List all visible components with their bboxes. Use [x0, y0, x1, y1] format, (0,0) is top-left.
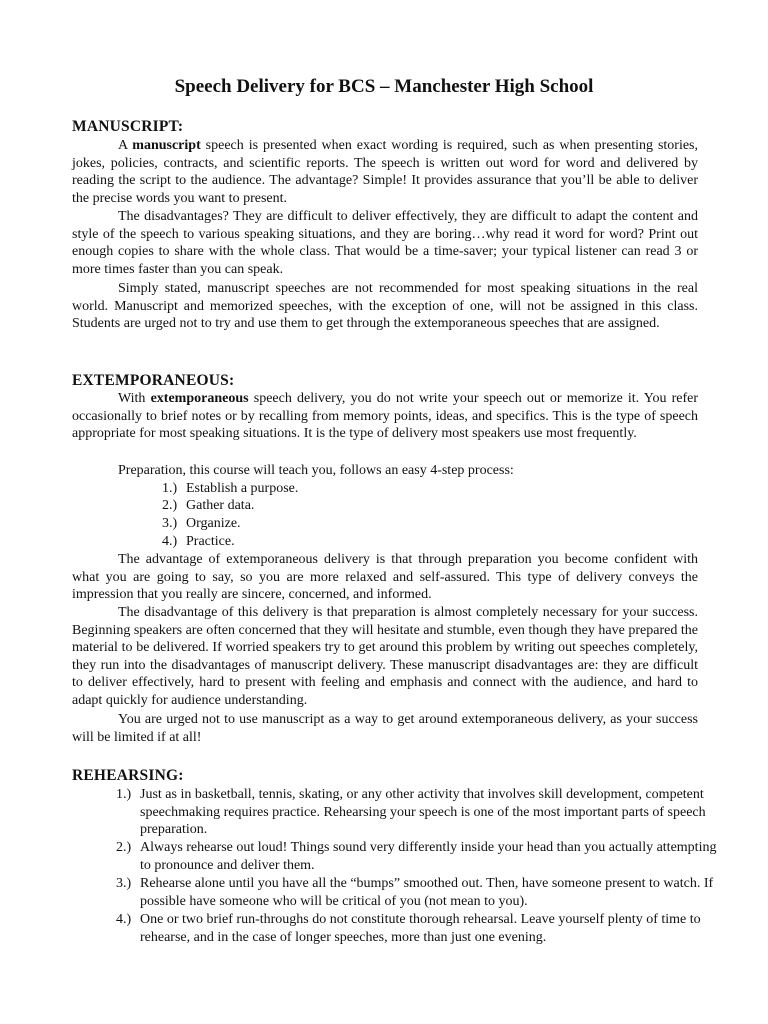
- extemporaneous-paragraph-5: You are urged not to use manuscript as a way to get around extemporaneous delivery, as your success will be limited if at all!: [72, 712, 698, 745]
- list-item-step: [162, 497, 254, 515]
- list-item-rehearsing: [116, 786, 720, 839]
- step-text: Organize.: [186, 516, 241, 531]
- extemporaneous-paragraph-2: Preparation, this course will teach you, follows an easy 4-step process:: [118, 463, 514, 478]
- extemporaneous-paragraph-3: The advantage of extemporaneous delivery is that through preparation you become confident with what you are going to say, so you are more relaxed and self-assured. This type of delivery conveys the impression that you really are sincere, concerned, and informed.: [72, 552, 698, 603]
- step-text: Practice.: [186, 534, 235, 549]
- rehearsing-number: 4.): [116, 912, 132, 927]
- step-number: 4.): [162, 534, 178, 549]
- section-heading-manuscript: MANUSCRIPT:: [72, 118, 184, 135]
- section-heading-extemporaneous: EXTEMPORANEOUS:: [72, 372, 235, 389]
- manuscript-p1-lead: A: [118, 138, 133, 153]
- extemporaneous-term: extemporaneous: [150, 391, 249, 406]
- list-item-step: [162, 533, 235, 551]
- step-number: 3.): [162, 516, 178, 531]
- rehearsing-number: 2.): [116, 840, 132, 855]
- manuscript-paragraph-1: [72, 137, 698, 207]
- manuscript-p1-rest: speech is presented when exact wording is required, such as when presenting stories, jokes, policies, contracts, and scientific reports. The speech is written out word for word and delivered by reading the script to the audience. The advantage? Simple! It provides assurance that you’ll be able to deliver the precise words you want to present.: [72, 138, 698, 206]
- rehearsing-text: Just as in basketball, tennis, skating, or any other activity that involves skill development, competent speechmaking requires practice. Rehearsing your speech is one of the most important parts of speech preparation.: [140, 787, 706, 838]
- extemporaneous-paragraph-1: [72, 390, 698, 443]
- list-item-step: [162, 480, 298, 498]
- extemporaneous-p1-lead: With: [118, 391, 151, 406]
- extemporaneous-p1-rest: speech delivery, you do not write your speech out or memorize it. You refer occasionally to brief notes or by recalling from memory points, ideas, and specifics. This is the type of speech appropriate for most speaking situations. It is the type of delivery most speakers use most frequently.: [72, 391, 698, 442]
- manuscript-paragraph-2: The disadvantages? They are difficult to deliver effectively, they are difficult to adapt the content and style of the speech to various speaking situations, and they are boring…why read it word for word? Print out enough copies to share with the whole class. That would be a time-saver; your typical listener can read 3 or more times faster than you can speak.: [72, 209, 698, 277]
- rehearsing-text: Rehearse alone until you have all the “bumps” smoothed out. Then, have someone present to watch. If possible have someone who will be critical of you (not mean to you).: [140, 876, 714, 909]
- section-heading-rehearsing: REHEARSING:: [72, 767, 184, 784]
- list-item-step: [162, 515, 241, 533]
- manuscript-term: manuscript: [132, 138, 201, 153]
- step-text: Gather data.: [186, 498, 255, 513]
- page-title: Speech Delivery for BCS – Manchester High School: [174, 76, 594, 97]
- list-item-rehearsing: [116, 839, 720, 874]
- step-number: 2.): [162, 498, 178, 513]
- rehearsing-number: 1.): [116, 787, 132, 802]
- manuscript-paragraph-3: Simply stated, manuscript speeches are not recommended for most speaking situations in the real world. Manuscript and memorized speeches, with the exception of one, will not be assigned in this class. Students are urged not to try and use them to get through the extemporaneous speeches that are assigned.: [72, 281, 698, 332]
- step-text: Establish a purpose.: [186, 481, 299, 496]
- list-item-rehearsing: [116, 875, 720, 910]
- rehearsing-number: 3.): [116, 876, 132, 891]
- rehearsing-text: One or two brief run-throughs do not constitute thorough rehearsal. Leave yourself plenty of time to rehearse, and in the case of longer speeches, more than just one evening.: [140, 912, 701, 945]
- rehearsing-text: Always rehearse out loud! Things sound very differently inside your head than you actually attempting to pronounce and deliver them.: [140, 840, 717, 873]
- list-item-rehearsing: [116, 911, 720, 946]
- step-number: 1.): [162, 481, 178, 496]
- extemporaneous-paragraph-4: The disadvantage of this delivery is that preparation is almost completely necessary for your success. Beginning speakers are often concerned that they will hesitate and stumble, even though they have prepared the material to be delivered. If worried speakers try to get around this problem by writing out speeches completely, they run into the disadvantages of manuscript delivery. These manuscript disadvantages are: they are difficult to deliver effectively, hard to present with feeling and emphasis and connect with the audience, and hard to adapt quickly for audience understanding.: [72, 605, 698, 708]
